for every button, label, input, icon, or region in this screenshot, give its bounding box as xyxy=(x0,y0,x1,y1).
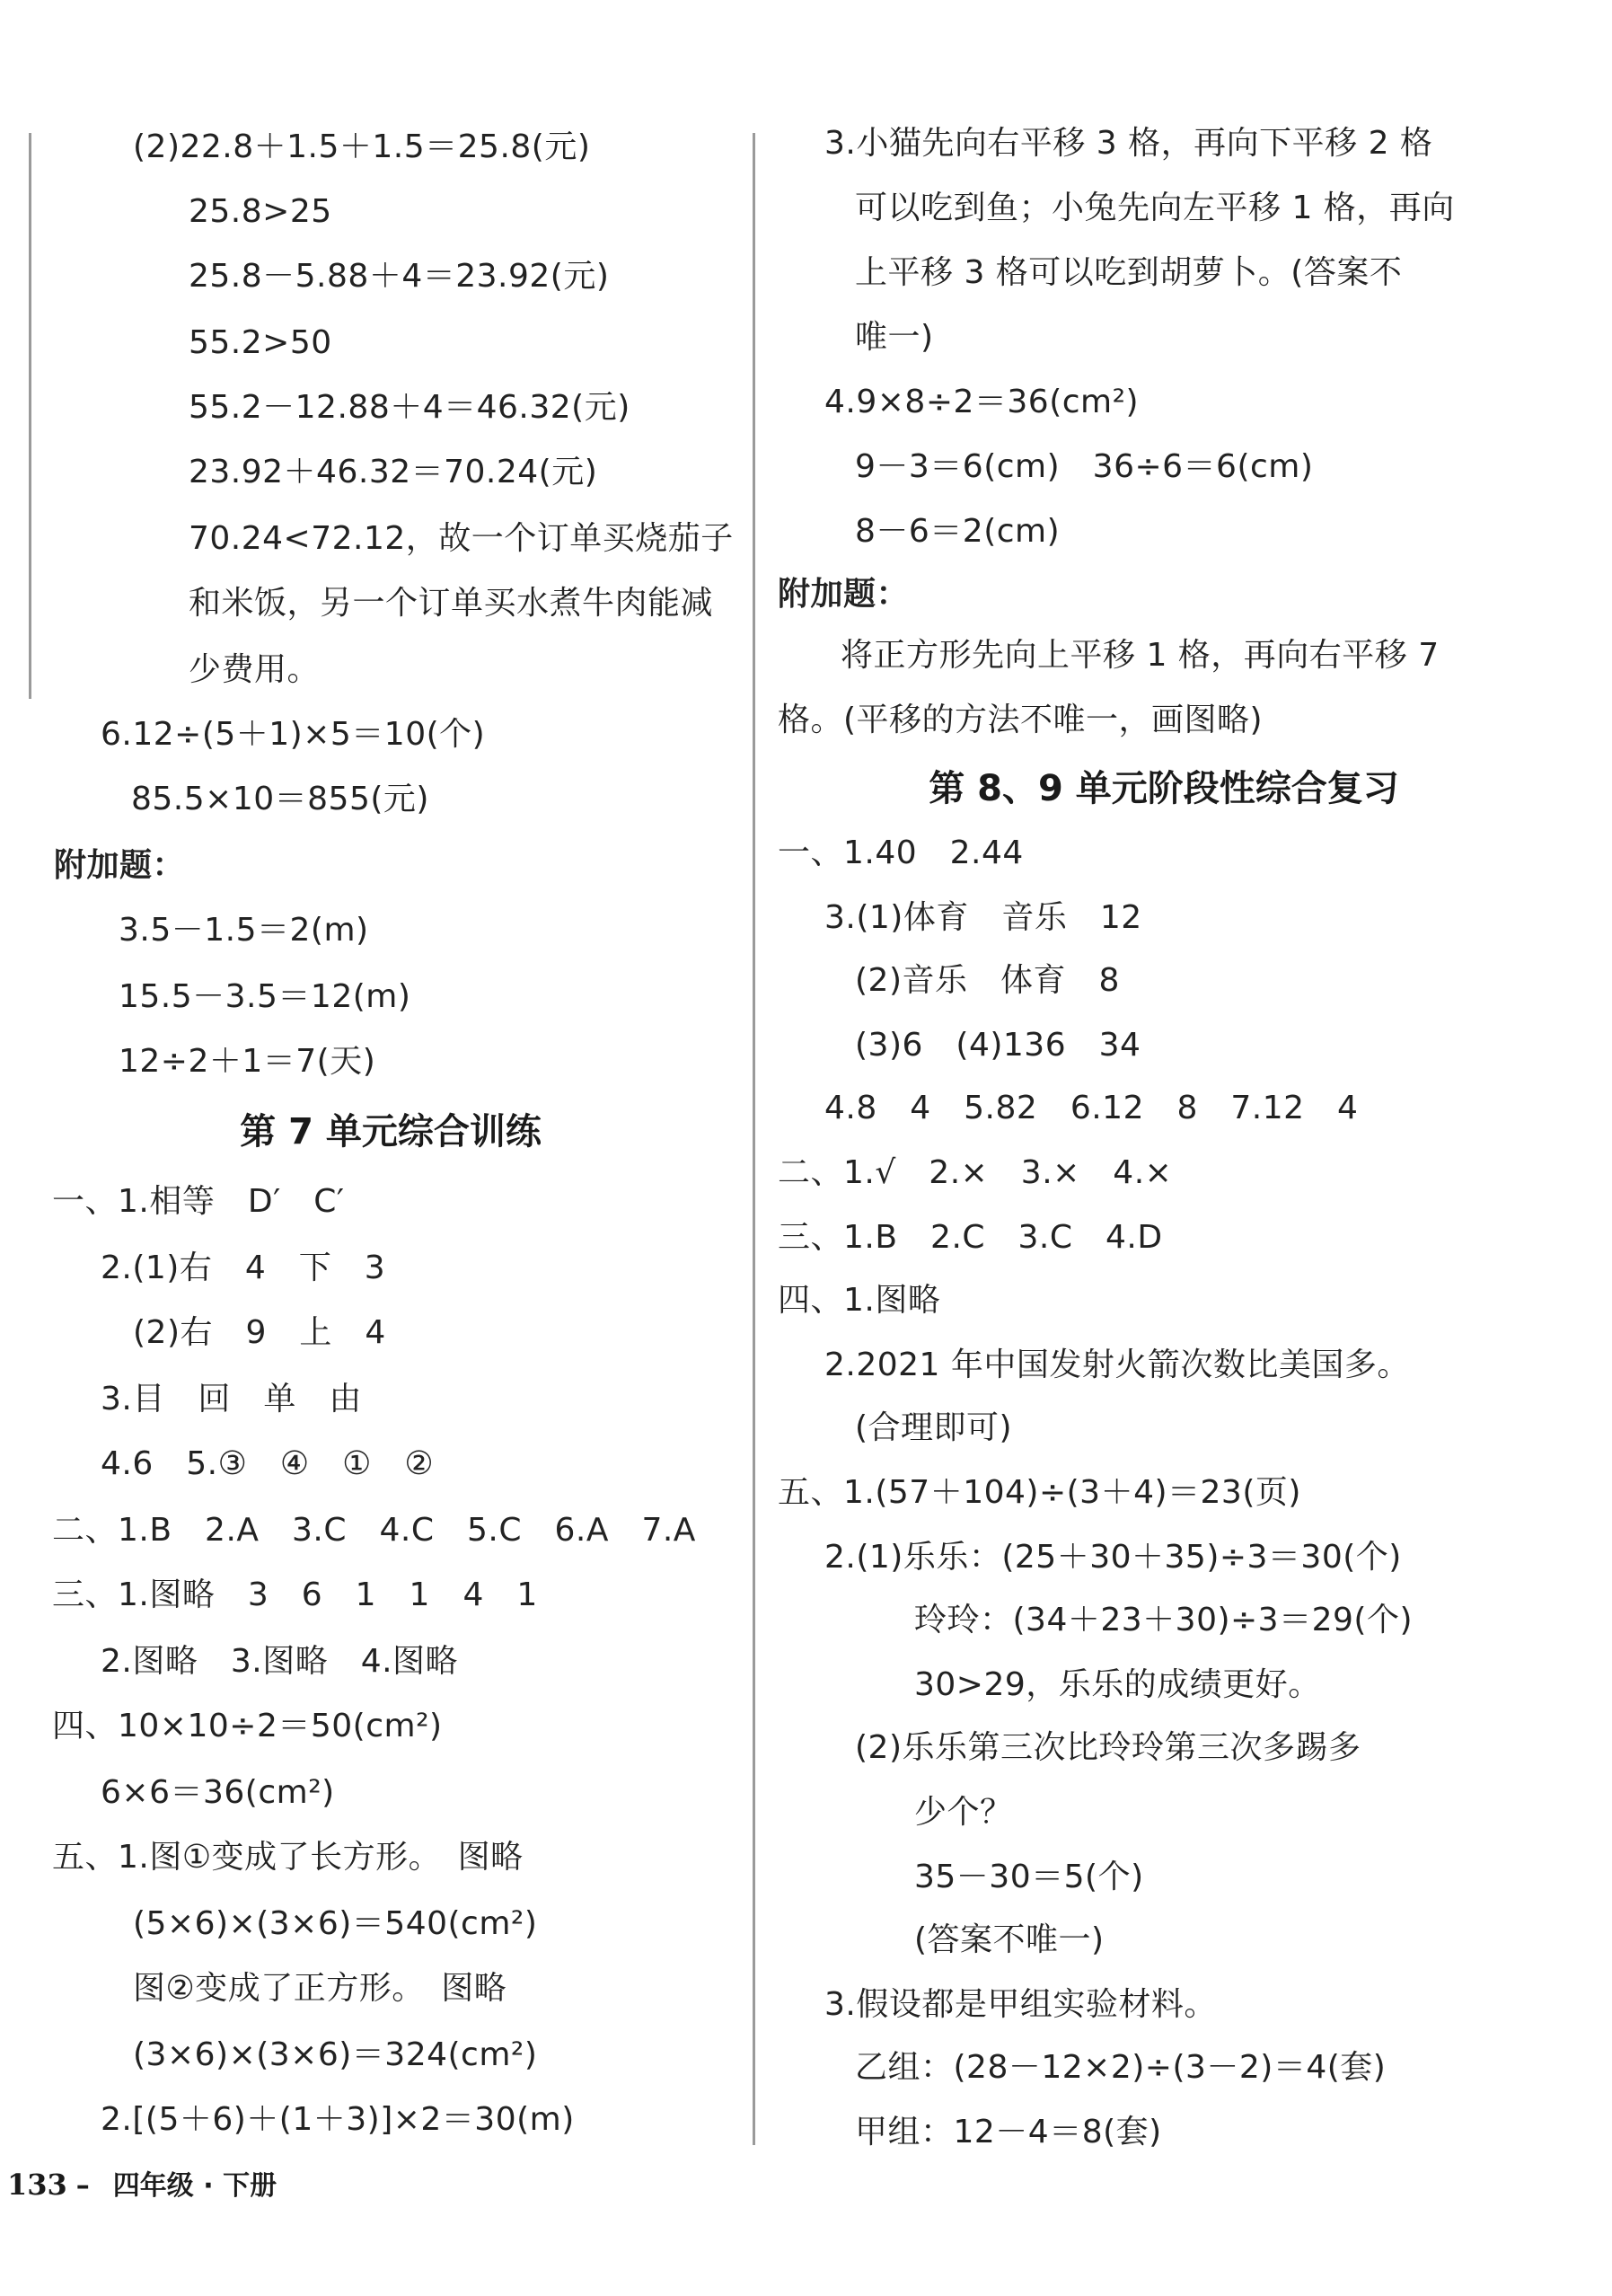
column-divider xyxy=(753,133,755,2145)
answer-line: 三、1.B 2.C 3.C 4.D xyxy=(778,1219,1163,1256)
answer-line: 3.假设都是甲组实验材料。 xyxy=(824,1986,1217,2023)
answer-line: 25.8－5.88＋4＝23.92(元) xyxy=(189,258,610,295)
answer-line: (合理即可) xyxy=(855,1409,1013,1446)
answer-line: 3.目 回 单 由 xyxy=(101,1381,362,1417)
page-footer xyxy=(7,2167,277,2204)
answer-line: 4.6 5.③ ④ ① ② xyxy=(101,1445,435,1482)
answer-line: 25.8>25 xyxy=(189,193,332,230)
answer-line: 玲玲：(34＋23＋30)÷3＝29(个) xyxy=(914,1602,1413,1638)
answer-line: 30>29，乐乐的成绩更好。 xyxy=(914,1666,1321,1703)
answer-line: 23.92＋46.32＝70.24(元) xyxy=(189,454,598,490)
answer-line: 2.图略 3.图略 4.图略 xyxy=(101,1643,459,1680)
answer-line: 少个？ xyxy=(914,1794,1013,1831)
grade-label: 四年级 · 下册 xyxy=(112,2170,277,2202)
answer-line: 图②变成了正方形。 图略 xyxy=(133,1970,507,2007)
answer-line: 85.5×10＝855(元) xyxy=(131,781,429,817)
answer-line: (答案不唯一) xyxy=(914,1921,1105,1958)
answer-line: 4.9×8÷2＝36(cm²) xyxy=(824,384,1140,420)
answer-line: 15.5－3.5＝12(m) xyxy=(119,978,411,1015)
answer-line: 8－6＝2(cm) xyxy=(855,513,1061,550)
answer-line: 70.24<72.12，故一个订单买烧茄子 xyxy=(189,520,734,557)
answer-line: (5×6)×(3×6)＝540(cm²) xyxy=(133,1905,538,1942)
bonus-label: 附加题： xyxy=(54,847,186,884)
answer-line: 6×6＝36(cm²) xyxy=(101,1774,335,1811)
answer-line: 二、1.B 2.A 3.C 4.C 5.C 6.A 7.A xyxy=(52,1512,696,1549)
answer-line: (2)乐乐第三次比玲玲第三次多踢多 xyxy=(855,1729,1361,1766)
answer-line: (3×6)×(3×6)＝324(cm²) xyxy=(133,2036,538,2073)
answer-line: 甲组：12－4＝8(套) xyxy=(855,2114,1162,2150)
answer-line: (2)22.8＋1.5＋1.5＝25.8(元) xyxy=(133,128,591,165)
answer-line: 唯一) xyxy=(855,319,934,356)
answer-line: 一、1.40 2.44 xyxy=(778,835,1024,871)
answer-line: 6.12÷(5＋1)×5＝10(个) xyxy=(101,716,486,753)
section-title: 第 8、9 单元阶段性综合复习 xyxy=(929,768,1399,809)
answer-line: 2.[(5＋6)＋(1＋3)]×2＝30(m) xyxy=(101,2101,575,2138)
answer-line: 可以吃到鱼；小兔先向左平移 1 格，再向 xyxy=(855,190,1455,226)
answer-line: 五、1.图①变成了长方形。 图略 xyxy=(52,1839,524,1876)
answer-line: (3)6 (4)136 34 xyxy=(855,1027,1141,1064)
answer-line: 12÷2＋1＝7(天) xyxy=(119,1043,376,1080)
answer-line: 2.(1)乐乐：(25＋30＋35)÷3＝30(个) xyxy=(824,1539,1402,1576)
answer-line: 三、1.图略 3 6 1 1 4 1 xyxy=(52,1576,538,1613)
answer-line: 少费用。 xyxy=(189,651,321,688)
answer-line: 3.5－1.5＝2(m) xyxy=(119,912,369,949)
answer-line: 格。(平移的方法不唯一，画图略) xyxy=(778,702,1264,738)
bonus-label: 附加题： xyxy=(778,576,910,613)
answer-line: 五、1.(57＋104)÷(3＋4)＝23(页) xyxy=(778,1474,1301,1511)
answer-line: 55.2－12.88＋4＝46.32(元) xyxy=(189,389,630,426)
page-number: 133 xyxy=(7,2168,67,2202)
answer-line: (2)音乐 体育 8 xyxy=(855,962,1120,999)
answer-line: 上平移 3 格可以吃到胡萝卜。(答案不 xyxy=(855,254,1403,291)
answer-line: 9－3＝6(cm) 36÷6＝6(cm) xyxy=(855,448,1314,485)
footer-separator: – xyxy=(75,2170,90,2202)
answer-line: 乙组：(28－12×2)÷(3－2)＝4(套) xyxy=(855,2049,1387,2086)
answer-line: 和米饭，另一个订单买水煮牛肉能减 xyxy=(189,585,714,622)
answer-line: 二、1.√ 2.× 3.× 4.× xyxy=(778,1154,1173,1191)
answer-line: (2)右 9 上 4 xyxy=(133,1314,386,1351)
answer-line: 2.(1)右 4 下 3 xyxy=(101,1250,386,1286)
answer-line: 四、10×10÷2＝50(cm²) xyxy=(52,1708,443,1744)
answer-line: 四、1.图略 xyxy=(778,1282,941,1319)
answer-line: 将正方形先向上平移 1 格，再向右平移 7 xyxy=(841,637,1440,674)
answer-line: 55.2>50 xyxy=(189,324,332,361)
section-title: 第 7 单元综合训练 xyxy=(240,1111,542,1152)
answer-line: 35－30＝5(个) xyxy=(914,1859,1144,1895)
answer-line: 2.2021 年中国发射火箭次数比美国多。 xyxy=(824,1347,1410,1383)
answer-line: 3.(1)体育 音乐 12 xyxy=(824,899,1142,936)
left-margin-rule xyxy=(29,133,31,699)
answer-line: 3.小猫先向右平移 3 格，再向下平移 2 格 xyxy=(824,125,1433,162)
answer-line: 4.8 4 5.82 6.12 8 7.12 4 xyxy=(824,1090,1359,1126)
answer-line: 一、1.相等 D′ C′ xyxy=(52,1183,345,1220)
